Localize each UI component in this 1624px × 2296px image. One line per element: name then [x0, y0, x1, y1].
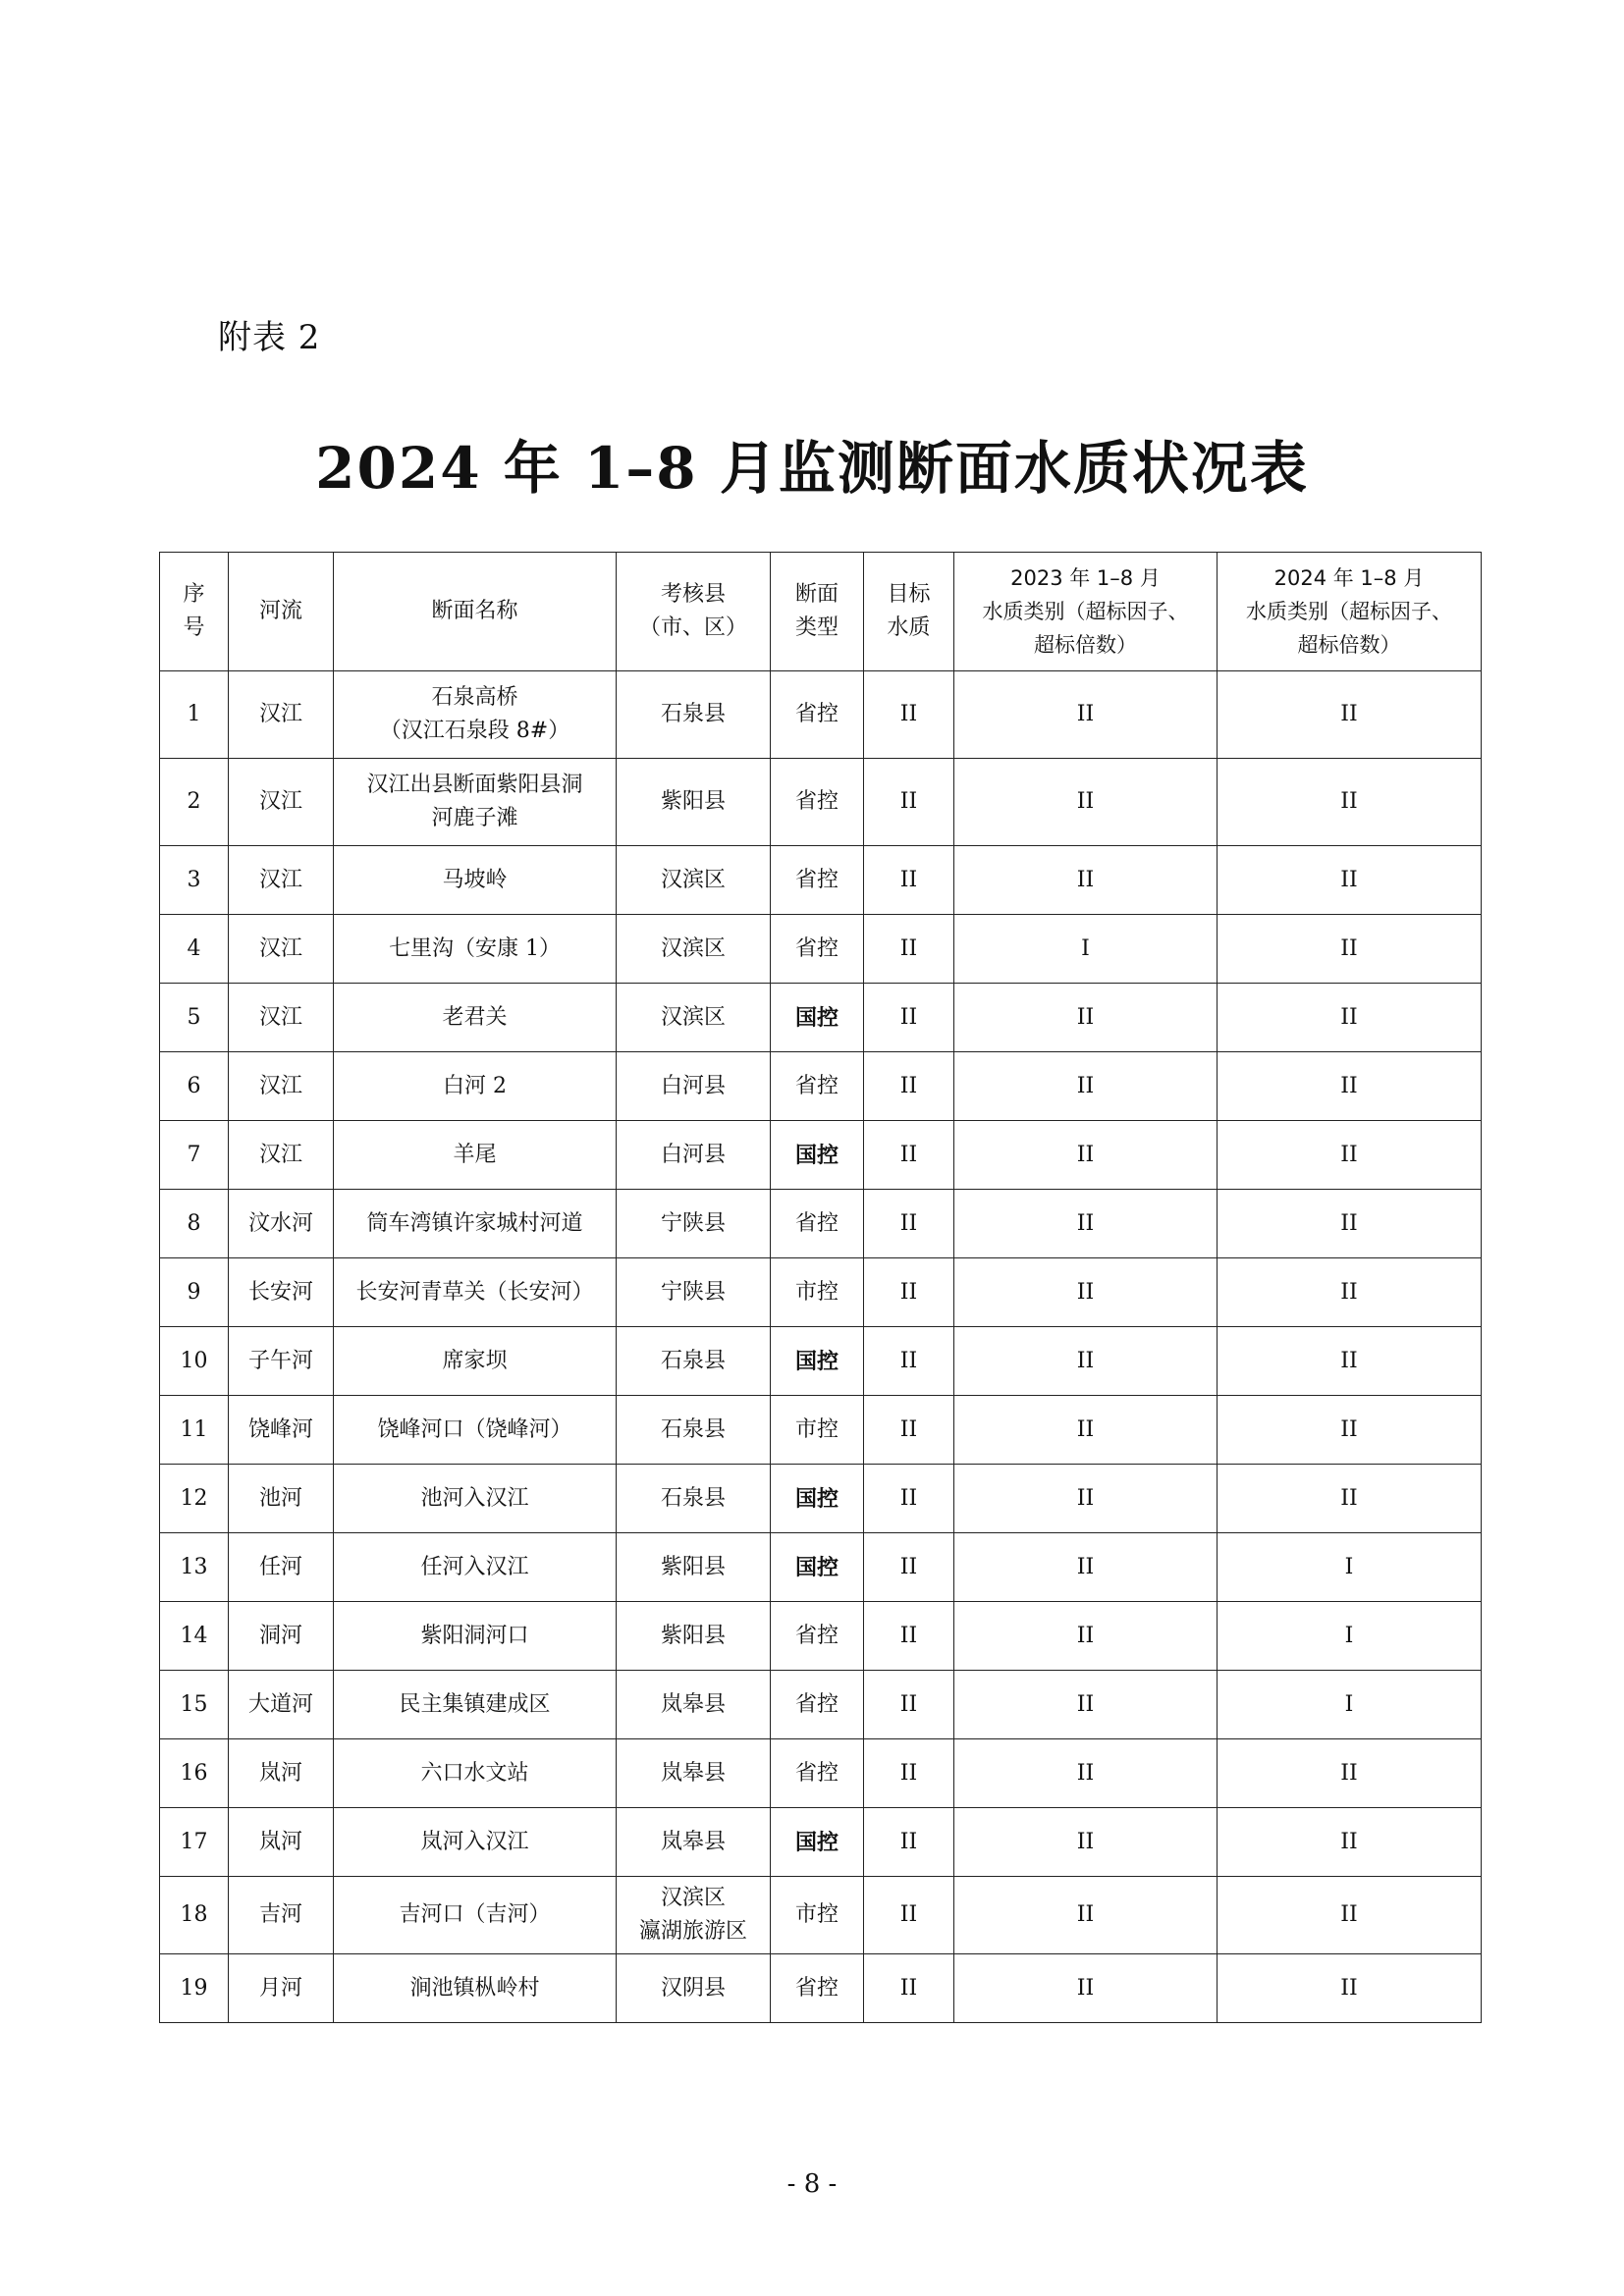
- cell-2024: II: [1218, 1121, 1482, 1190]
- header-target: 目标 水质: [864, 553, 954, 671]
- table-row: [160, 671, 1482, 759]
- cell-target: II: [864, 1121, 954, 1190]
- cell-2023: II: [954, 1808, 1218, 1877]
- cell-county: 汉滨区: [617, 846, 771, 915]
- cell-county: 岚皋县: [617, 1808, 771, 1877]
- cell-river: 岚河: [229, 1739, 334, 1808]
- cell-section: 任河入汉江: [334, 1533, 617, 1602]
- cell-county: 紫阳县: [617, 1533, 771, 1602]
- cell-section: 石泉高桥 （汉江石泉段 8#）: [334, 671, 617, 759]
- cell-target: II: [864, 671, 954, 759]
- cell-river: 饶峰河: [229, 1396, 334, 1465]
- cell-no: 1: [160, 671, 229, 759]
- cell-river: 洞河: [229, 1602, 334, 1671]
- cell-section: 六口水文站: [334, 1739, 617, 1808]
- cell-type: 省控: [771, 1190, 864, 1258]
- cell-2024: I: [1218, 1533, 1482, 1602]
- cell-target: II: [864, 759, 954, 846]
- cell-county: 岚皋县: [617, 1671, 771, 1739]
- cell-2023: II: [954, 1190, 1218, 1258]
- cell-2024: I: [1218, 1671, 1482, 1739]
- cell-section: 席家坝: [334, 1327, 617, 1396]
- cell-river: 子午河: [229, 1327, 334, 1396]
- header-seq: 序 号: [160, 553, 229, 671]
- cell-no: 17: [160, 1808, 229, 1877]
- cell-river: 汉江: [229, 984, 334, 1052]
- cell-2024: I: [1218, 1602, 1482, 1671]
- cell-county: 汉阴县: [617, 1954, 771, 2023]
- cell-county: 汉滨区: [617, 984, 771, 1052]
- cell-type: 省控: [771, 1671, 864, 1739]
- cell-county: 汉滨区: [617, 915, 771, 984]
- cell-target: II: [864, 1877, 954, 1954]
- cell-section: 岚河入汉江: [334, 1808, 617, 1877]
- cell-county: 石泉县: [617, 1396, 771, 1465]
- cell-2024: II: [1218, 1877, 1482, 1954]
- cell-river: 汉江: [229, 759, 334, 846]
- cell-no: 14: [160, 1602, 229, 1671]
- cell-2023: II: [954, 1465, 1218, 1533]
- cell-type: 国控: [771, 1533, 864, 1602]
- cell-2024: II: [1218, 1190, 1482, 1258]
- table-row: [160, 1121, 1482, 1190]
- cell-county: 紫阳县: [617, 759, 771, 846]
- table-row: [160, 1671, 1482, 1739]
- cell-section: 长安河青草关（长安河）: [334, 1258, 617, 1327]
- cell-section: 老君关: [334, 984, 617, 1052]
- cell-2023: II: [954, 1258, 1218, 1327]
- cell-river: 长安河: [229, 1258, 334, 1327]
- cell-target: II: [864, 1052, 954, 1121]
- cell-2024: II: [1218, 1954, 1482, 2023]
- table-row: [160, 1327, 1482, 1396]
- cell-type: 国控: [771, 984, 864, 1052]
- cell-2023: I: [954, 915, 1218, 984]
- header-river: 河流: [229, 553, 334, 671]
- cell-2024: II: [1218, 1465, 1482, 1533]
- cell-river: 汉江: [229, 846, 334, 915]
- cell-type: 省控: [771, 1954, 864, 2023]
- cell-no: 8: [160, 1190, 229, 1258]
- cell-section: 池河入汉江: [334, 1465, 617, 1533]
- table-row: [160, 1877, 1482, 1954]
- cell-target: II: [864, 1954, 954, 2023]
- cell-county: 石泉县: [617, 1465, 771, 1533]
- cell-no: 11: [160, 1396, 229, 1465]
- header-section: 断面名称: [334, 553, 617, 671]
- cell-type: 国控: [771, 1465, 864, 1533]
- cell-type: 国控: [771, 1327, 864, 1396]
- cell-section: 七里沟（安康 1）: [334, 915, 617, 984]
- cell-county: 白河县: [617, 1052, 771, 1121]
- page-title: 2024 年 1–8 月监测断面水质状况表: [315, 435, 1309, 502]
- table-row: [160, 1396, 1482, 1465]
- cell-section: 民主集镇建成区: [334, 1671, 617, 1739]
- cell-2023: II: [954, 1877, 1218, 1954]
- cell-target: II: [864, 1602, 954, 1671]
- cell-section: 吉河口（吉河）: [334, 1877, 617, 1954]
- cell-river: 岚河: [229, 1808, 334, 1877]
- cell-section: 羊尾: [334, 1121, 617, 1190]
- cell-no: 15: [160, 1671, 229, 1739]
- cell-2023: II: [954, 759, 1218, 846]
- cell-no: 12: [160, 1465, 229, 1533]
- cell-target: II: [864, 1327, 954, 1396]
- cell-target: II: [864, 1190, 954, 1258]
- header-type: 断面 类型: [771, 553, 864, 671]
- cell-2023: II: [954, 1052, 1218, 1121]
- cell-target: II: [864, 1533, 954, 1602]
- table-row: [160, 846, 1482, 915]
- header-2023: 2023 年 1–8 月 水质类别（超标因子、 超标倍数）: [954, 553, 1218, 671]
- cell-county: 宁陕县: [617, 1190, 771, 1258]
- cell-target: II: [864, 984, 954, 1052]
- cell-county: 石泉县: [617, 1327, 771, 1396]
- table-row: [160, 1954, 1482, 2023]
- cell-target: II: [864, 1671, 954, 1739]
- table-row: [160, 1602, 1482, 1671]
- cell-2024: II: [1218, 1808, 1482, 1877]
- cell-no: 3: [160, 846, 229, 915]
- cell-no: 16: [160, 1739, 229, 1808]
- table-row: [160, 1190, 1482, 1258]
- table-row: [160, 1052, 1482, 1121]
- cell-2024: II: [1218, 1327, 1482, 1396]
- cell-type: 市控: [771, 1396, 864, 1465]
- cell-no: 2: [160, 759, 229, 846]
- cell-river: 月河: [229, 1954, 334, 2023]
- cell-type: 省控: [771, 759, 864, 846]
- cell-county: 宁陕县: [617, 1258, 771, 1327]
- cell-type: 省控: [771, 846, 864, 915]
- cell-target: II: [864, 1465, 954, 1533]
- cell-2023: II: [954, 671, 1218, 759]
- table-row: [160, 1465, 1482, 1533]
- cell-river: 汉江: [229, 671, 334, 759]
- cell-2023: II: [954, 1327, 1218, 1396]
- cell-section: 马坡岭: [334, 846, 617, 915]
- cell-section: 涧池镇枞岭村: [334, 1954, 617, 2023]
- header-county: 考核县 （市、区）: [617, 553, 771, 671]
- cell-county: 汉滨区 瀛湖旅游区: [617, 1877, 771, 1954]
- cell-county: 紫阳县: [617, 1602, 771, 1671]
- cell-2023: II: [954, 1954, 1218, 2023]
- cell-2023: II: [954, 846, 1218, 915]
- cell-river: 汶水河: [229, 1190, 334, 1258]
- cell-no: 18: [160, 1877, 229, 1954]
- table-row: [160, 915, 1482, 984]
- cell-river: 任河: [229, 1533, 334, 1602]
- cell-no: 9: [160, 1258, 229, 1327]
- cell-2024: II: [1218, 1396, 1482, 1465]
- cell-type: 省控: [771, 1602, 864, 1671]
- table-row: [160, 984, 1482, 1052]
- cell-section: 筒车湾镇许家城村河道: [334, 1190, 617, 1258]
- cell-2024: II: [1218, 759, 1482, 846]
- cell-2023: II: [954, 984, 1218, 1052]
- water-quality-table: [159, 552, 1482, 2023]
- cell-2024: II: [1218, 984, 1482, 1052]
- cell-type: 国控: [771, 1808, 864, 1877]
- cell-2024: II: [1218, 915, 1482, 984]
- table-row: [160, 1808, 1482, 1877]
- cell-county: 石泉县: [617, 671, 771, 759]
- cell-type: 市控: [771, 1258, 864, 1327]
- cell-river: 吉河: [229, 1877, 334, 1954]
- cell-type: 市控: [771, 1877, 864, 1954]
- cell-2023: II: [954, 1121, 1218, 1190]
- table-row: [160, 759, 1482, 846]
- cell-2024: II: [1218, 1258, 1482, 1327]
- cell-type: 省控: [771, 1739, 864, 1808]
- cell-no: 7: [160, 1121, 229, 1190]
- cell-river: 汉江: [229, 915, 334, 984]
- cell-section: 紫阳洞河口: [334, 1602, 617, 1671]
- cell-2023: II: [954, 1533, 1218, 1602]
- cell-section: 汉江出县断面紫阳县洞 河鹿子滩: [334, 759, 617, 846]
- cell-section: 饶峰河口（饶峰河）: [334, 1396, 617, 1465]
- page-number: - 8 -: [786, 2169, 838, 2199]
- cell-river: 汉江: [229, 1052, 334, 1121]
- cell-2023: II: [954, 1602, 1218, 1671]
- cell-type: 省控: [771, 915, 864, 984]
- cell-target: II: [864, 1396, 954, 1465]
- cell-section: 白河 2: [334, 1052, 617, 1121]
- cell-target: II: [864, 1739, 954, 1808]
- cell-county: 白河县: [617, 1121, 771, 1190]
- cell-2024: II: [1218, 1739, 1482, 1808]
- table-row: [160, 1258, 1482, 1327]
- table-row: [160, 1739, 1482, 1808]
- cell-2023: II: [954, 1739, 1218, 1808]
- annex-label: 附表 2: [218, 318, 321, 357]
- cell-type: 国控: [771, 1121, 864, 1190]
- cell-2024: II: [1218, 1052, 1482, 1121]
- cell-river: 池河: [229, 1465, 334, 1533]
- cell-county: 岚皋县: [617, 1739, 771, 1808]
- cell-type: 省控: [771, 671, 864, 759]
- cell-type: 省控: [771, 1052, 864, 1121]
- cell-no: 13: [160, 1533, 229, 1602]
- cell-river: 大道河: [229, 1671, 334, 1739]
- cell-2024: II: [1218, 846, 1482, 915]
- cell-2023: II: [954, 1396, 1218, 1465]
- header-2024: 2024 年 1–8 月 水质类别（超标因子、 超标倍数）: [1218, 553, 1482, 671]
- cell-target: II: [864, 846, 954, 915]
- cell-target: II: [864, 915, 954, 984]
- cell-target: II: [864, 1808, 954, 1877]
- cell-no: 4: [160, 915, 229, 984]
- cell-no: 5: [160, 984, 229, 1052]
- cell-no: 19: [160, 1954, 229, 2023]
- cell-no: 10: [160, 1327, 229, 1396]
- cell-no: 6: [160, 1052, 229, 1121]
- cell-2023: II: [954, 1671, 1218, 1739]
- header-row: [160, 553, 1482, 671]
- table-row: [160, 1533, 1482, 1602]
- cell-river: 汉江: [229, 1121, 334, 1190]
- cell-target: II: [864, 1258, 954, 1327]
- cell-2024: II: [1218, 671, 1482, 759]
